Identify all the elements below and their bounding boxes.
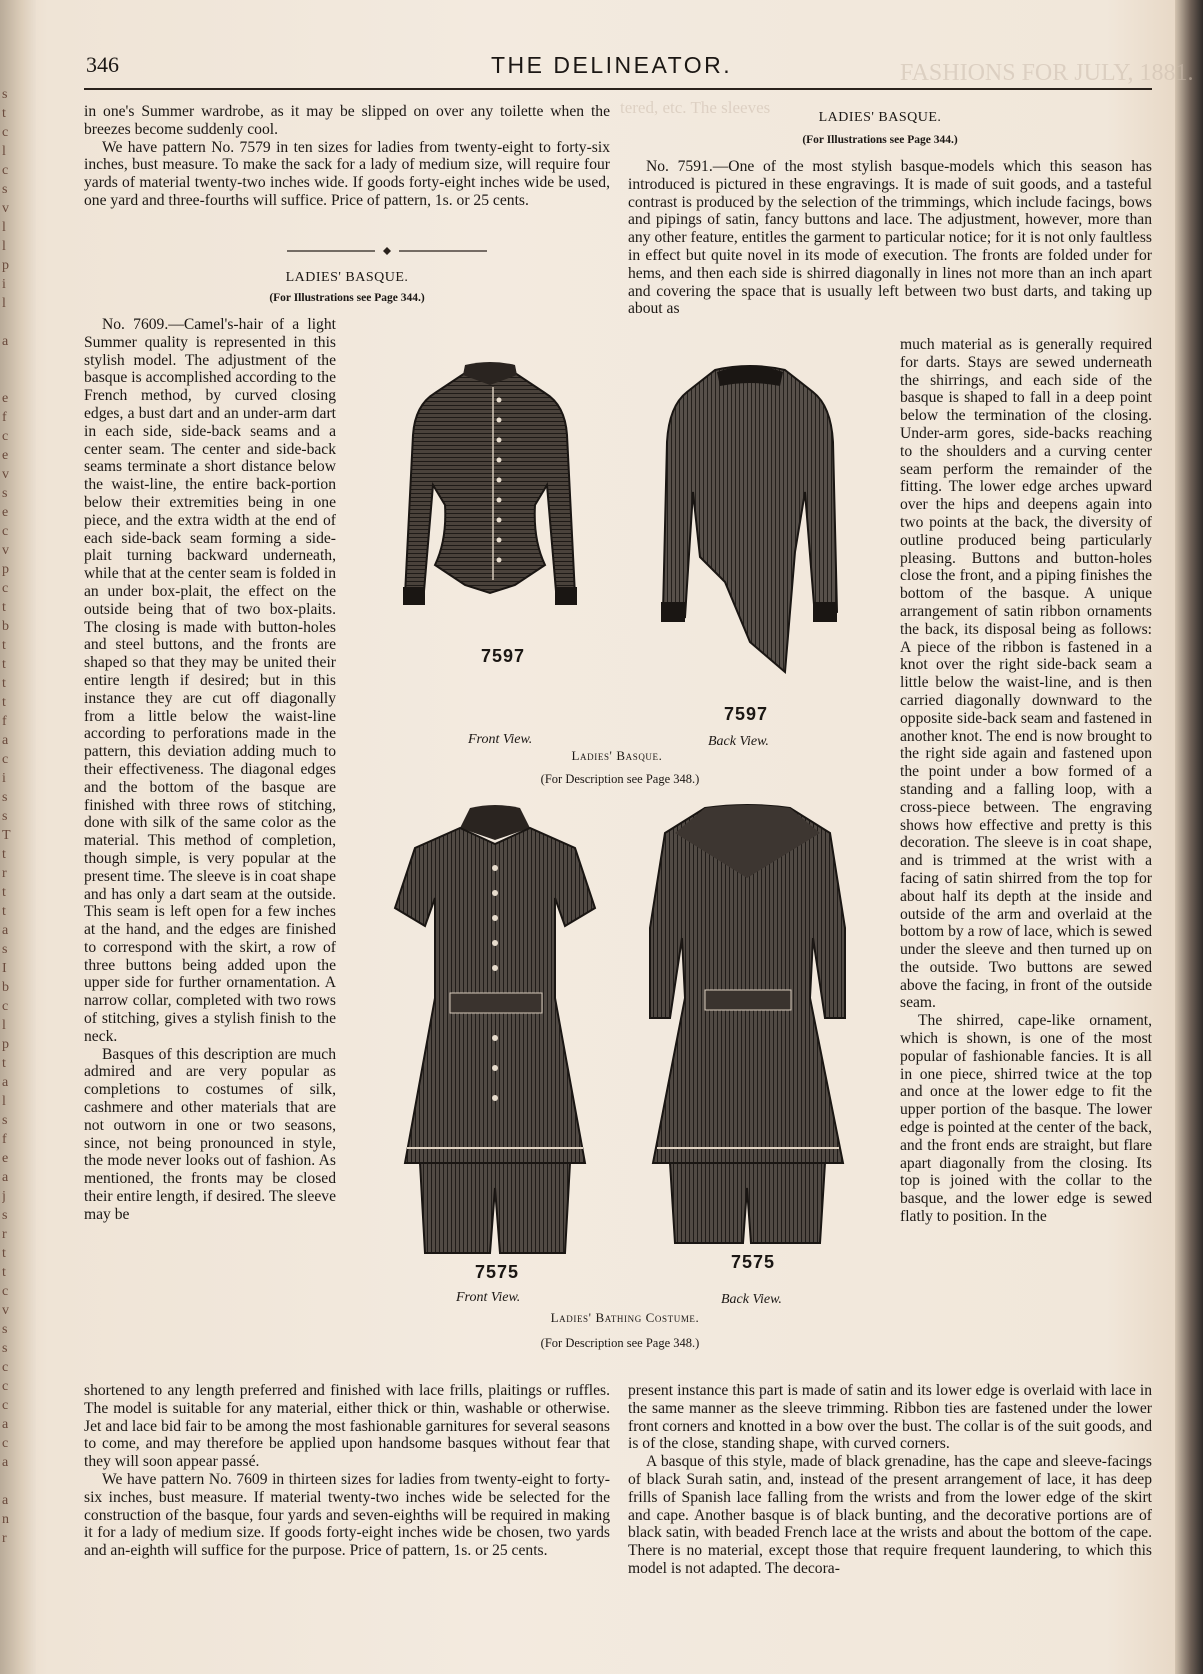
right-body-narrow	[900, 336, 1152, 1226]
figure-number-7575-front: 7575	[475, 1262, 520, 1282]
right-body-wide-2: present instance this part is made of satin and its lower edge is overlaid with lace in the same manner as the sleeve trimming. Ribbon ties are fastened under the lower front corners and knotted in a bow over the bust. The collar is of the suit goods, and is of the close, standing shape, with curved corners.	[628, 1382, 1152, 1453]
page-header	[86, 50, 1150, 84]
left-body-wide-text: shortened to any length preferred and finished with lace frills, plaitings or ruffles. The model is suitable for any material, either thick or thin, washable or otherwise. Jet and lace bid fair to be among the most fashionable garnitures for several seasons to come, and may therefore be applied upon handsome basques without fear that they will soon appear passé.	[84, 1382, 610, 1471]
figure-number-7597-front: 7597	[481, 646, 526, 666]
left-body-wide	[84, 1382, 610, 1560]
top-figure-caption-sub: (For Description see Page 348.)	[540, 772, 700, 786]
intro-pattern: We have pattern No. 7579 in ten sizes for ladies from twenty-eight to forty-six inches, bust measure. To make the sack for a lady of medium size, will require four yards of material twenty-two inches wide. If goods forty-eight inches wide be used, one yard and three-fourths will suffice. Price of pattern, 1s. or 25 cents.	[84, 138, 610, 209]
right-heading: LADIES' BASQUE.	[818, 110, 942, 125]
figure-number-7597-back: 7597	[724, 704, 769, 724]
section-divider-ornament	[287, 247, 487, 255]
figure-number-7575-back: 7575	[731, 1252, 776, 1272]
right-body-wide-3: A basque of this style, made of black grenadine, has the cape and sleeve-facings of black Surah satin, and, instead of the present arrangement of lace, it has deep frills of Spanish lace falling from the wrists and from the lower edge of the skirt and cape. Another basque is of black bunting, and the decorative portions are of black satin, with beaded French lace at the wrists and about the bottom of the cape. There is no material, except those that require frequent laundering, to which this model is not adapted. The decora-	[628, 1453, 1152, 1577]
right-body-wide	[628, 158, 1152, 318]
bottom-back-view-label: Back View.	[721, 1292, 782, 1307]
basque-back-engraving	[655, 362, 845, 682]
intro-text: in one's Summer wardrobe, as it may be slipped on over any toilette when the breezes become suddenly cool.	[84, 103, 610, 138]
right-body-narrow-text: much material as is generally required for darts. Stays are sewed underneath the shirrings, and each side of the basque is shaped to fall in a deep point below the termination of the closing. Under-arm gores, side-backs reaching to the shoulders and a curving center seam perform the remainder of the fitting. The lower edge arches upward over the hips and deepens again into two points at the back, the diversity of outline produced being particularly pleasing. Buttons and button-holes close the front, and a piping finishes the bottom of the basque. A unique arrangement of satin ribbon ornaments the back, its disposal being as follows: A piece of the ribbon is fastened in a knot over the right side-back seam a little below the waist-line, and is then carried diagonally downward to the opposite side-back seam and fastened in another knot. The end is now brought to the right side again and fastened upon the point under a bow formed of a standing and a falling loop, with a cross-piece between. The engraving shows how effective and pretty is this decoration. The sleeve is in coat shape, and is trimmed at the wrist with a facing of satin shirred from the top for about half its depth at the inside and outside of the arm and overlaid at the bottom by a row of lace, which is sewed under the sleeve and then turned up on the outside. Two buttons are sewed above the facing, in front of the outside seam.	[900, 336, 1152, 1012]
show-through-title: FASHIONS FOR JULY, 1881.	[900, 60, 1194, 86]
show-through-text: tered, etc. The sleeves	[620, 98, 771, 117]
header-rule	[84, 88, 1152, 90]
page-number: 346	[86, 52, 119, 77]
top-figure-caption: Ladies' Basque.	[571, 748, 663, 763]
bathing-costume-front-engraving	[395, 808, 595, 1258]
left-body-narrow	[84, 316, 336, 1224]
right-body-wide-text: No. 7591.—One of the most stylish basque-models which this season has introduced is pictured in these engravings. It is made of suit goods, and a tasteful contrast is produced by the selection of the trimmings, which include facings, bows and pipings of satin, fancy buttons and lace. The adjustment, however, more than any other feature, entitles the garment to particular notice; for it is not only faultless in effect but quite novel in its mode of execution. The fronts are folded under for hems, and then each side is shirred diagonally in lines not more than an inch apart and covering the space that is usually left between two bust darts, and taking up about as	[628, 158, 1152, 318]
right-body-narrow-text-2: The shirred, cape-like ornament, which is shown, is one of the most popular of fashionable fancies. It is all in one piece, shirred twice at the top and once at the lower edge to fit the upper portion of the basque. The lower edge is pointed at the center of the back, and the front ends are straight, but flare apart diagonally from the closing. Its top is joined with the collar to the basque, and the lower edge is sewed flatly to position. In the	[900, 1012, 1152, 1226]
right-subheading: (For Illustrations see Page 344.)	[802, 134, 958, 146]
right-page-edge	[1175, 0, 1203, 1674]
left-body-paragraph-2: Basques of this description are much admired and are very popular as completions to costumes of silk, cashmere and other materials that are not outworn in one or two seasons, since, not being pronounced in style, the mode never looks out of fashion. As mentioned, the fronts may be closed their entire length, if desired. The sleeve may be	[84, 1045, 336, 1223]
top-front-view-label: Front View.	[468, 732, 533, 747]
bottom-figure-caption-sub: (For Description see Page 348.)	[540, 1336, 700, 1350]
left-heading: LADIES' BASQUE.	[285, 270, 409, 285]
basque-front-engraving	[395, 365, 585, 645]
bottom-figure-caption: Ladies' Bathing Costume.	[550, 1310, 700, 1325]
adjacent-page-fragments: s t c l c s v l l p i l a e f c e v s e c v p c t b t t t t f a c i s s T t r t t a s I b c l p t a l s f e a j s r t t c v s s c c c a c a a n r	[2, 87, 11, 1546]
left-page-edge	[0, 0, 36, 1674]
top-back-view-label: Back View.	[708, 734, 769, 749]
left-body-paragraph-1: No. 7609.—Camel's-hair of a light Summer quality is represented in this stylish model. The adjustment of the basque is accomplished according to the French method, by curved closing edges, a bust dart and an under-arm dart in each side, side-back seams and a center seam. The center and side-back seams terminate a short distance below the waist-line, the entire back-portion below their extremities being in one piece, and the extra width at the end of each side-back seam forming a side-plait turning backward underneath, while that at the center seam is folded in an under box-plait, the effect on the outside being that of two box-plaits. The closing is made with button-holes and steel buttons, and the fronts are shaped so that they may be united their entire length if desired; but in this instance they are cut off diagonally from a little below the waist-line according to perforations made in the pattern, this deviation adding much to their effectiveness. The diagonal edges and the bottom of the basque are finished with three rows of stitching, done with silk of the same color as the material. This method of completion, though simple, is very popular at the present time. The sleeve is in coat shape and has only a dart seam at the outside. This seam is left open for a few inches at the hand, and the edges are finished to correspond with the skirt, a row of three buttons being added upon the upper side for further ornamentation. A narrow collar, completed with two rows of stitching, gives a stylish finish to the neck.	[84, 316, 337, 1045]
bottom-front-view-label: Front View.	[456, 1290, 521, 1305]
left-subheading: (For Illustrations see Page 344.)	[269, 292, 425, 304]
left-intro	[84, 103, 610, 210]
magazine-title: THE DELINEATOR.	[491, 52, 733, 78]
bathing-costume-back-engraving	[645, 808, 850, 1248]
left-body-pattern: We have pattern No. 7609 in thirteen sizes for ladies from twenty-eight to forty-six inches, bust measure. If material twenty-two inches wide be selected for the construction of the basque, four yards and seven-eighths will be required in making it for a lady of medium size. If goods forty-eight inches wide be chosen, two yards and an-eighth will suffice for the purpose. Price of pattern, 1s. or 25 cents.	[84, 1470, 610, 1560]
right-body-bottom	[628, 1382, 1152, 1578]
